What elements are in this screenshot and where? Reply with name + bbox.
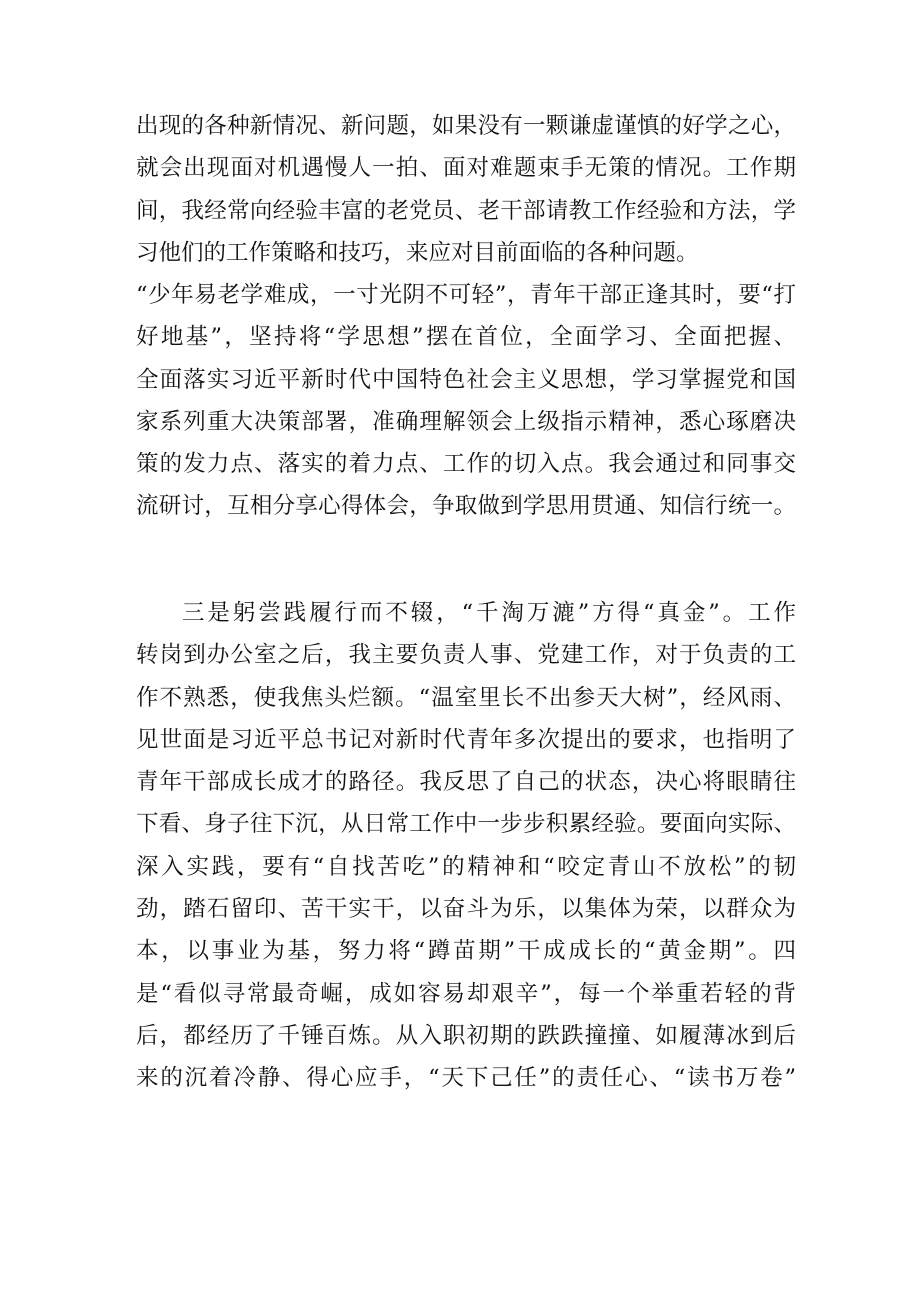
text-line: 流研讨，互相分享心得体会，争取做到学思用贯通、知信行统一。 <box>136 493 796 520</box>
text-line: 就会出现面对机遇慢人一拍、面对难题束手无策的情况。工作期 <box>136 155 796 182</box>
text-line: 间，我经常向经验丰富的老党员、老干部请教工作经验和方法，学 <box>136 197 796 224</box>
paragraph-continuation <box>136 105 796 274</box>
text-line: 后，都经历了千锤百炼。从入职初期的跌跌撞撞、如履薄冰到后 <box>136 1022 796 1049</box>
text-line: 作不熟悉，使我焦头烂额。“温室里长不出参天大树”，经风雨、 <box>136 684 796 711</box>
text-line: “少年易老学难成，一寸光阴不可轻”，青年干部正逢其时，要“打 <box>136 282 796 308</box>
text-line: 习他们的工作策略和技巧，来应对目前面临的各种问题。 <box>136 239 699 266</box>
text-line: 是“看似寻常最奇崛，成如容易却艰辛”，每一个举重若轻的背 <box>136 980 796 1007</box>
text-line: 家系列重大决策部署，准确理解领会上级指示精神，悉心琢磨决 <box>136 408 796 435</box>
text-line: 劲，踏石留印、苦干实干，以奋斗为乐，以集体为荣，以群众为 <box>136 896 796 923</box>
text-line: 转岗到办公室之后，我主要负责人事、党建工作，对于负责的工 <box>136 642 796 669</box>
paragraph-study-thought <box>136 274 796 528</box>
text-line: 来的沉着冷静、得心应手，“天下己任”的责任心、“读书万卷” <box>136 1065 796 1092</box>
text-line: 出现的各种新情况、新问题，如果没有一颗谦虚谨慎的好学之心， <box>136 113 796 139</box>
text-line: 见世面是习近平总书记对新时代青年多次提出的要求，也指明了 <box>136 726 796 753</box>
text-line: 全面落实习近平新时代中国特色社会主义思想，学习掌握党和国 <box>136 366 796 393</box>
text-line: 青年干部成长成才的路径。我反思了自己的状态，决心将眼睛往 <box>136 769 796 796</box>
text-line: 三是躬尝践履行而不辍，“千淘万漉”方得“真金”。工作 <box>182 600 796 626</box>
text-line: 好地基”，坚持将“学思想”摆在首位，全面学习、全面把握、 <box>136 324 796 351</box>
text-line: 深入实践，要有“自找苦吃”的精神和“咬定青山不放松”的韧 <box>136 853 796 880</box>
text-line: 下看、身子往下沉，从日常工作中一步步积累经验。要面向实际、 <box>136 811 796 838</box>
paragraph-practice <box>136 592 796 1100</box>
text-line: 策的发力点、落实的着力点、工作的切入点。我会通过和同事交 <box>136 451 796 478</box>
text-line: 本，以事业为基，努力将“蹲苗期”干成成长的“黄金期”。四 <box>136 938 796 965</box>
